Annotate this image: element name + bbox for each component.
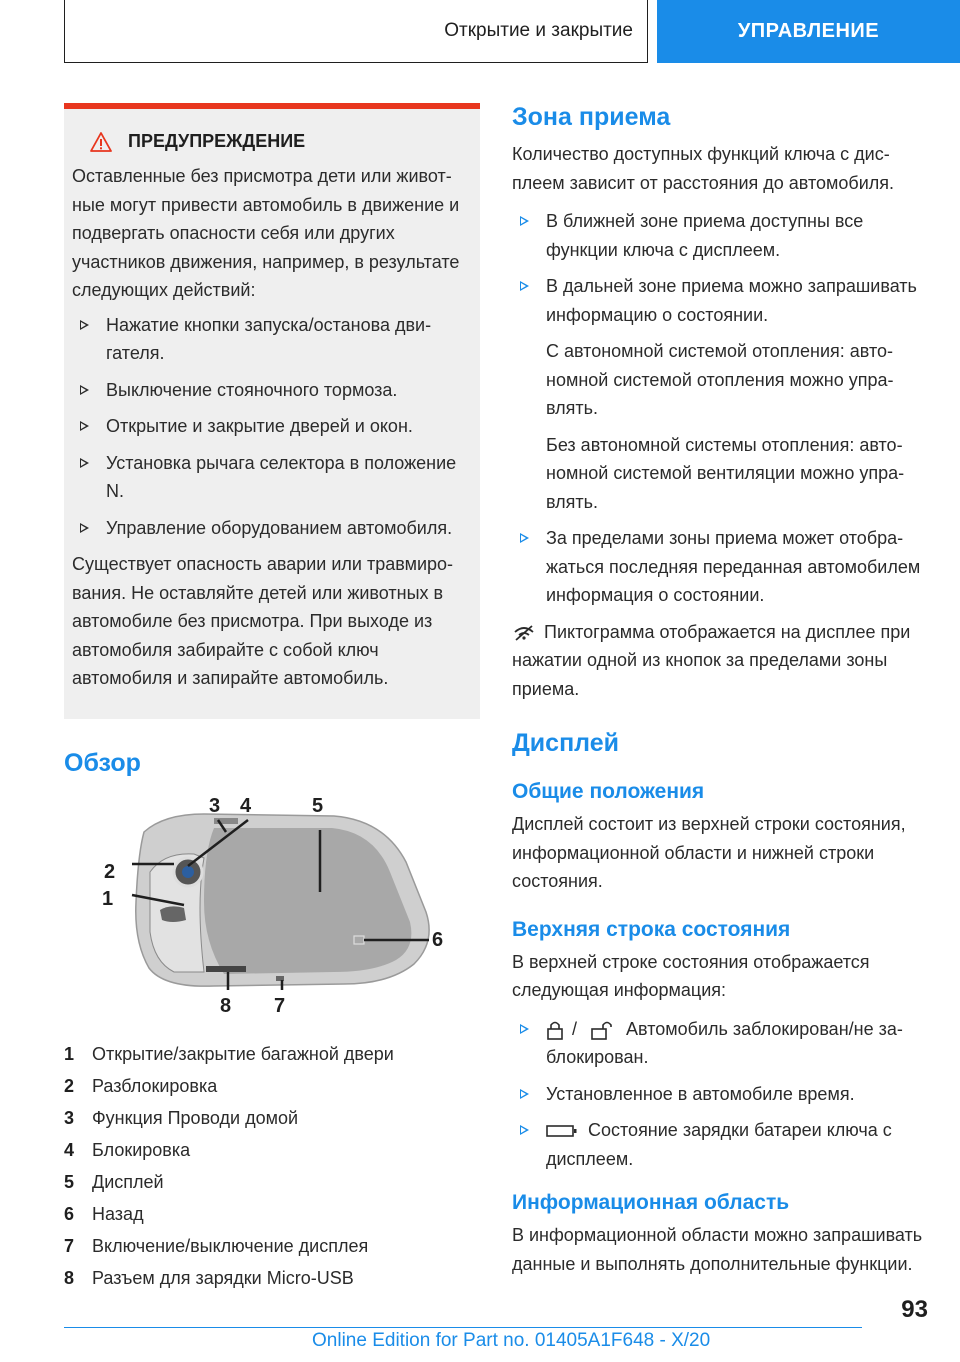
general-heading: Общие положения [512, 780, 705, 803]
warning-outro: Существует опасность аварии или травмирования. Не оставляйте детей или животных в автомобиле без присмотра. При выходе из автомобиля забирайте с собой ключ автомобиля и запирайте автомобиль. [72, 554, 454, 688]
status-heading: Верхняя строка состояния [512, 917, 791, 941]
info-heading: Информационная область [512, 1191, 790, 1214]
pictogram-note: Пиктограмма отображается на дисплее при нажатии одной из кнопок за пределами зоны приема. [512, 621, 911, 699]
triangle-bullet-icon [80, 523, 89, 533]
list-item: За пределами зоны приема может отображаться последняя переданная автомобилем информация о состоянии. [512, 524, 927, 610]
key-illustration [64, 792, 464, 1024]
no-signal-icon [512, 624, 536, 642]
callout-1: 1 [102, 887, 114, 910]
right-column [512, 103, 927, 1278]
callout-8: 8 [220, 994, 232, 1017]
footer-edition: Online Edition for Part no. 01405A1F648 - X/20 [312, 1330, 711, 1351]
reception-list [512, 207, 927, 610]
lock-closed-icon [546, 1020, 564, 1040]
display-key-icon [64, 792, 464, 1024]
legend-item: 4 Блокировка [64, 1139, 191, 1160]
legend-item: 1 Открытие/закрытие багажной двери [64, 1043, 394, 1064]
overview-heading: Обзор [64, 748, 141, 777]
callout-7: 7 [274, 994, 286, 1017]
triangle-bullet-icon [80, 385, 89, 395]
warning-title [90, 131, 470, 152]
list-item: Нажатие кнопки запуска/останова двигателя. [72, 311, 470, 368]
reception-intro: Количество доступных функций ключа с дисплеем зависит от расстояния до автомобиля. [512, 144, 894, 193]
list-item: Состояние зарядки батареи ключа с дисплеем. [512, 1116, 927, 1173]
warning-intro: Оставленные без присмотра дети или животные могут привести автомобиль в движение и подвергать опасности себя или других участников движения, например, в результате следующих действий: [72, 166, 460, 300]
triangle-bullet-icon [520, 216, 529, 226]
triangle-bullet-icon [520, 1089, 529, 1099]
callout-4: 4 [240, 794, 252, 817]
triangle-bullet-icon [80, 458, 89, 468]
callout-2: 2 [104, 860, 116, 883]
header-chapter: УПРАВЛЕНИЕ [657, 0, 960, 63]
legend-item: 3 Функция Проводи домой [64, 1107, 299, 1128]
warning-box [64, 103, 480, 719]
warning-list [72, 311, 470, 543]
triangle-bullet-icon [80, 320, 89, 330]
footer-divider [64, 1327, 862, 1328]
list-item: В ближней зоне приема доступны все функции ключа с дисплеем. [512, 207, 927, 264]
list-item: / Автомобиль заблокирован/не заблокирован. [512, 1015, 927, 1072]
legend-item: 6 Назад [64, 1203, 144, 1224]
callout-6: 6 [432, 928, 444, 951]
status-list [512, 1015, 927, 1174]
list-item: Открытие и закрытие дверей и окон. [72, 412, 470, 441]
triangle-bullet-icon [520, 1125, 529, 1135]
overview-legend [64, 1038, 480, 1294]
legend-item: 2 Разблокировка [64, 1075, 218, 1096]
lock-open-icon [590, 1020, 614, 1040]
callout-5: 5 [312, 794, 324, 817]
status-intro: В верхней строке состояния отображается следующая информация: [512, 951, 870, 1000]
general-text: Дисплей состоит из верхней строки состояния, информационной области и нижней строки состояния. [512, 814, 906, 891]
legend-item: 5 Дисплей [64, 1171, 164, 1192]
list-item: Управление оборудованием автомобиля. [72, 514, 470, 543]
reception-item2-p1: С автономной системой отопления: автономной системой отопления можно управлять. [546, 341, 894, 418]
triangle-bullet-icon [520, 1024, 529, 1034]
legend-item: 7 Включение/выключение дисплея [64, 1235, 369, 1256]
battery-icon [546, 1124, 578, 1138]
display-heading: Дисплей [512, 729, 620, 757]
triangle-bullet-icon [520, 533, 529, 543]
info-text: В информационной области можно запрашивать данные и выполнять дополнительные функции. [512, 1225, 923, 1274]
triangle-bullet-icon [80, 421, 89, 431]
list-item: Установка рычага селектора в положение N. [72, 449, 470, 506]
warning-title-text: ПРЕДУПРЕЖДЕНИЕ [128, 131, 306, 151]
left-column [64, 103, 480, 1294]
legend-item: 8 Разъем для зарядки Micro-USB [64, 1267, 354, 1288]
reception-heading: Зона приема [512, 103, 671, 131]
callout-3: 3 [209, 794, 221, 817]
list-item: Выключение стояночного тормоза. [72, 376, 470, 405]
reception-item2-p2: Без автономной системы отопления: автономной системой вентиляции можно управлять. [546, 434, 905, 512]
page-number: 93 [901, 1296, 928, 1323]
triangle-bullet-icon [520, 281, 529, 291]
warning-triangle-icon [90, 132, 112, 152]
list-item: В дальней зоне приема можно запрашивать информацию о состоянии. С автономной системой отопления: автономной системой отопления можно управлять. Без автономной системы отопления: автономной системой вентиляции можно управлять. [512, 272, 927, 516]
header-section: Открытие и закрытие [64, 0, 648, 63]
list-item: Установленное в автомобиле время. [512, 1080, 927, 1109]
